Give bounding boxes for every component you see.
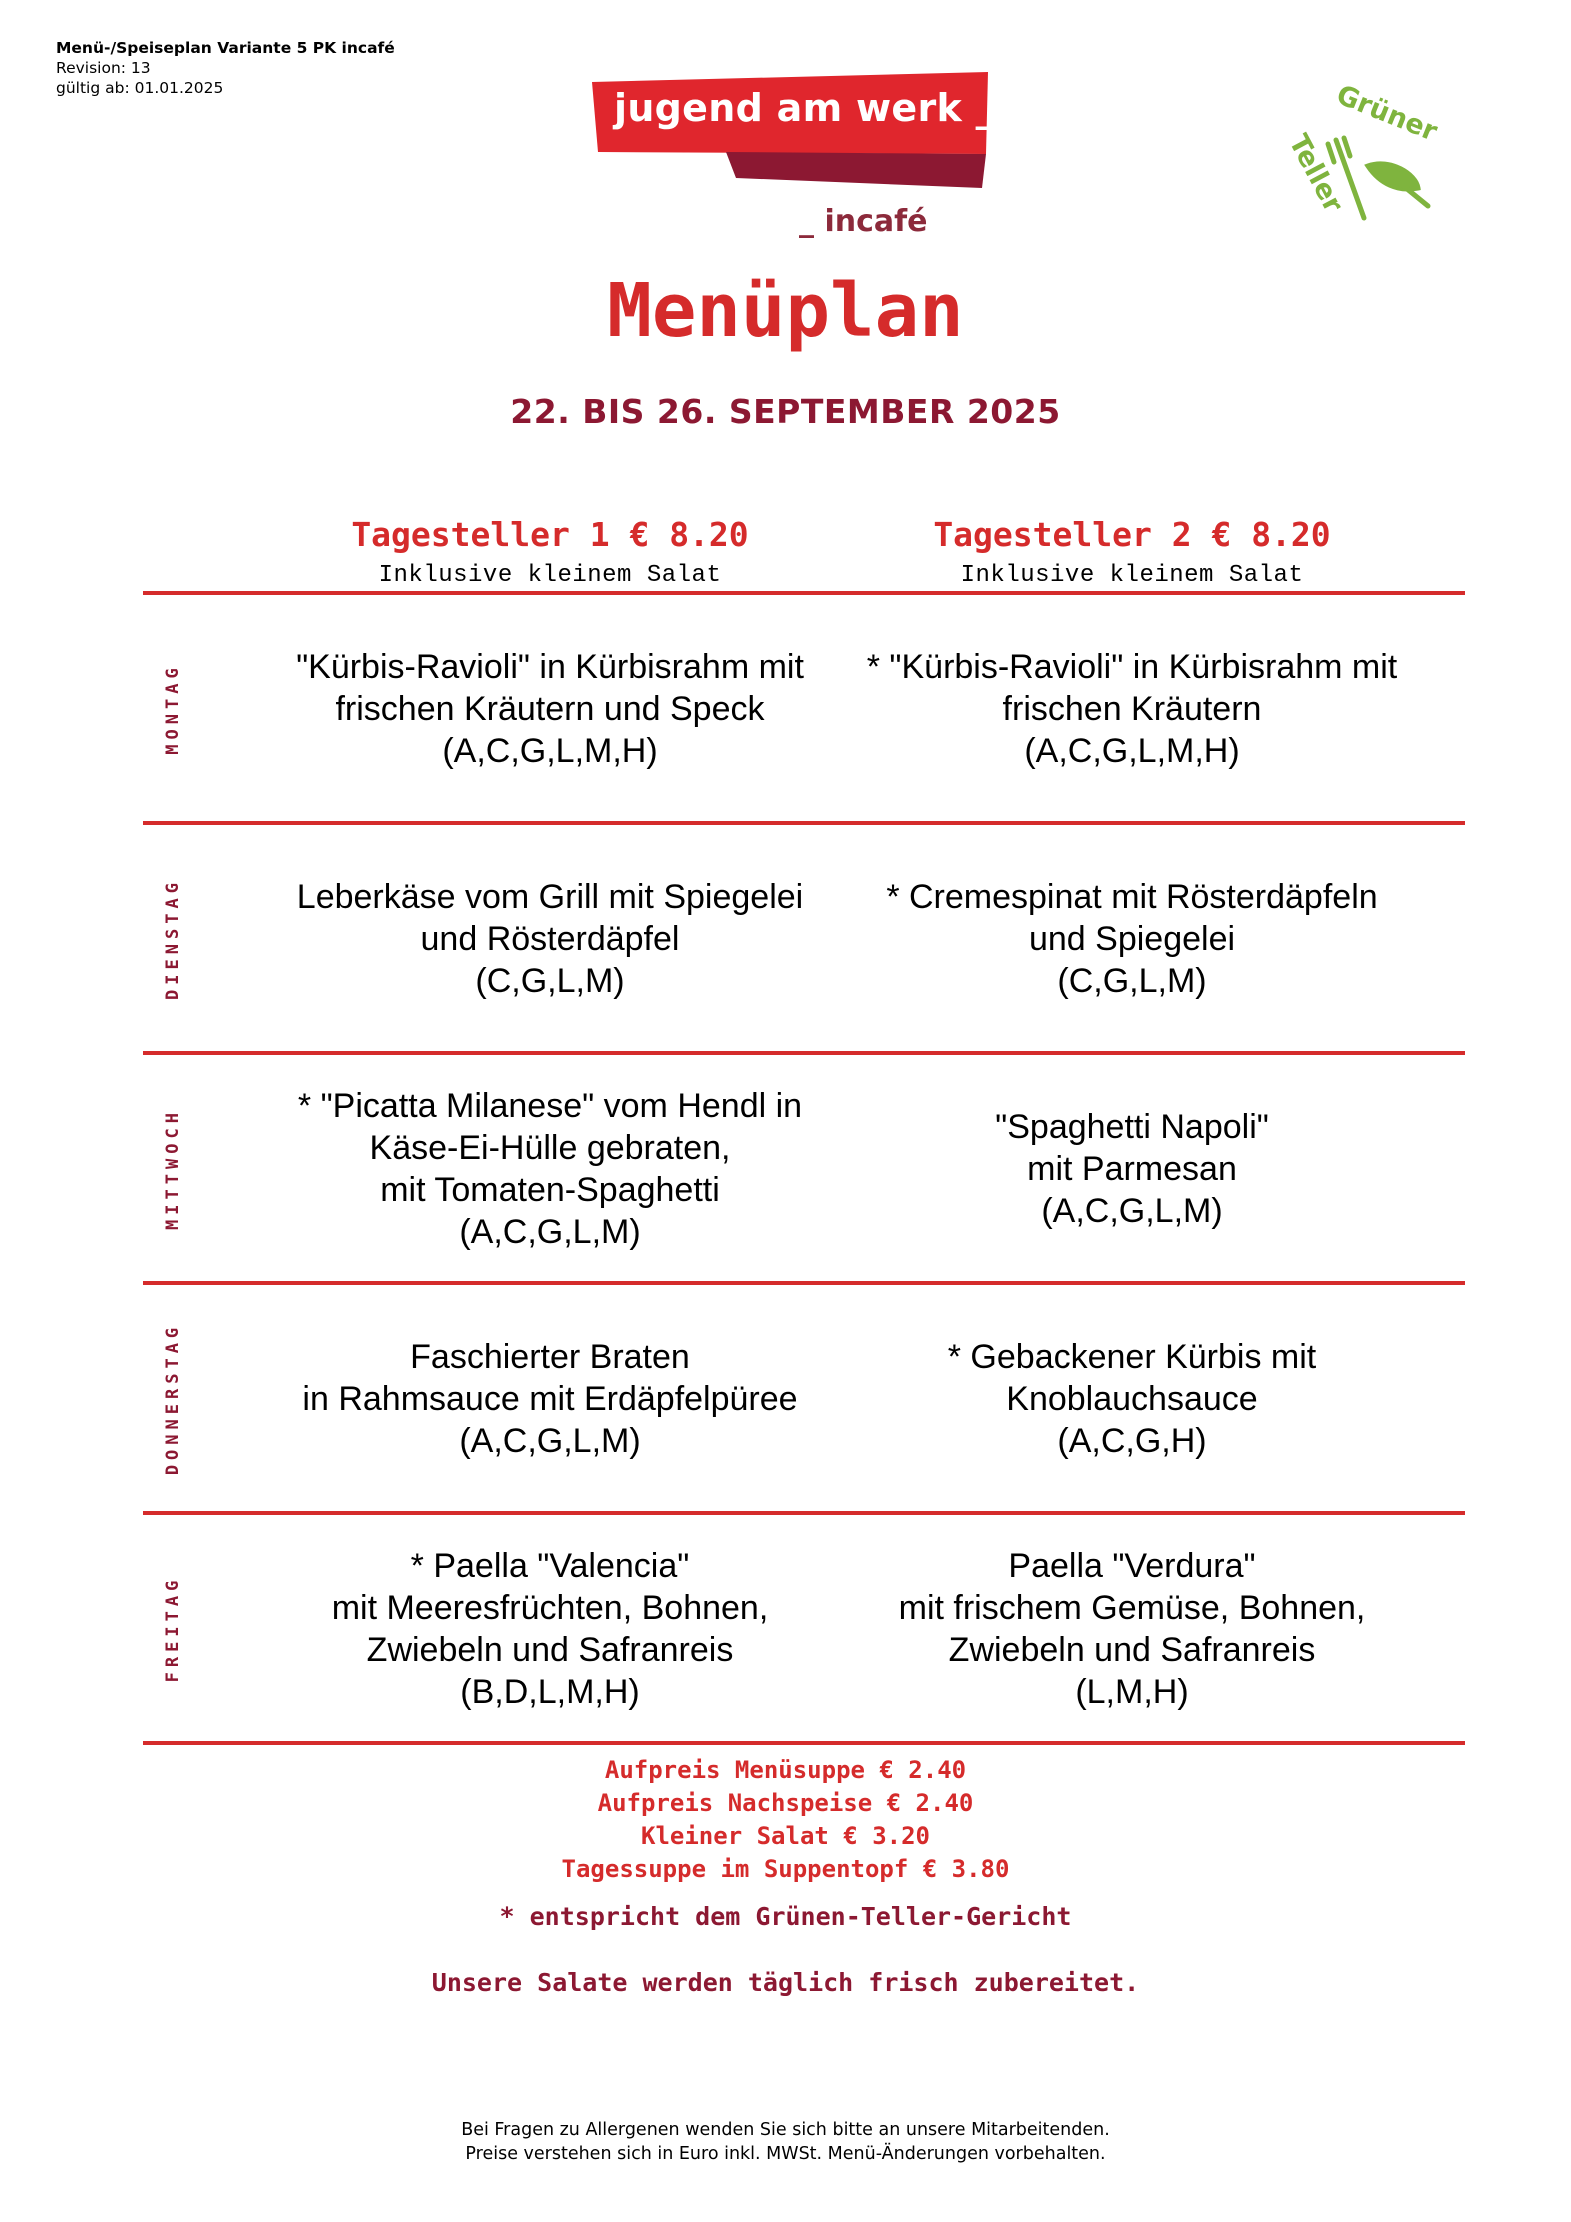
surcharge-list	[0, 1754, 1571, 1886]
dish-friday-2: Paella "Verdura" mit frischem Gemüse, Bohnen, Zwiebeln und Safranreis (L,M,H)	[898, 1547, 1366, 1711]
logo-unit-text: _ incafé	[799, 204, 928, 239]
surcharge-item: Aufpreis Nachspeise € 2.40	[597, 1789, 974, 1817]
day-label-wednesday: MITTWOCH	[163, 1108, 183, 1230]
green-plate-note: * entspricht dem Grünen-Teller-Gericht	[499, 1902, 1072, 1931]
dish-tuesday-1: Leberkäse vom Grill mit Spiegelei und Rösterdäpfel (C,G,L,M)	[296, 878, 804, 1000]
day-label-monday: MONTAG	[163, 663, 183, 755]
surcharge-item: Tagessuppe im Suppentopf € 3.80	[561, 1855, 1010, 1883]
dish-tuesday-2: * Cremespinat mit Rösterdäpfeln und Spiegelei (C,G,L,M)	[886, 878, 1378, 1000]
column-header-1	[270, 515, 830, 589]
dish-wednesday-2: "Spaghetti Napoli" mit Parmesan (A,C,G,L,M)	[995, 1108, 1269, 1230]
surcharge-item: Aufpreis Menüsuppe € 2.40	[604, 1756, 967, 1784]
footer-line-allergens: Bei Fragen zu Allergenen wenden Sie sich bitte an unsere Mitarbeitenden.	[461, 2120, 1110, 2140]
surcharge-item: Kleiner Salat € 3.20	[641, 1822, 930, 1850]
footer-note	[0, 2118, 1571, 2166]
date-range: 22. BIS 26. SEPTEMBER 2025	[510, 392, 1061, 431]
dish-monday-1: "Kürbis-Ravioli" in Kürbisrahm mit frischen Kräutern und Speck (A,C,G,L,M,H)	[296, 648, 804, 770]
meta-valid-from: gültig ab: 01.01.2025	[56, 79, 224, 97]
dish-wednesday-1: * "Picatta Milanese" vom Hendl in Käse-Ei-Hülle gebraten, mit Tomaten-Spaghetti (A,C,G,L,M)	[297, 1087, 803, 1251]
column-2-title: Tagesteller 2 € 8.20	[933, 515, 1331, 554]
document-meta	[56, 38, 395, 98]
divider-rule	[143, 591, 1465, 595]
meta-revision: Revision: 13	[56, 59, 151, 77]
column-1-subtitle: Inklusive kleinem Salat	[378, 562, 722, 589]
footer-line-prices: Preise verstehen sich in Euro inkl. MWSt. Menü-Änderungen vorbehalten.	[465, 2144, 1106, 2164]
column-2-subtitle: Inklusive kleinem Salat	[960, 562, 1304, 589]
gruener-teller-seal	[1268, 79, 1458, 238]
column-header-2	[852, 515, 1412, 589]
meta-title: Menü-/Speiseplan Variante 5 PK incafé	[56, 39, 395, 57]
seal-word-2: Teller	[1282, 129, 1349, 218]
day-label-tuesday: DIENSTAG	[163, 878, 183, 1000]
dish-friday-1: * Paella "Valencia" mit Meeresfrüchten, Bohnen, Zwiebeln und Safranreis (B,D,L,M,H)	[331, 1547, 769, 1711]
column-1-title: Tagesteller 1 € 8.20	[351, 515, 749, 554]
salad-note: Unsere Salate werden täglich frisch zubereitet.	[431, 1968, 1140, 1997]
logo-brand-text: jugend am werk _	[614, 86, 995, 130]
dish-thursday-2: * Gebackener Kürbis mit Knoblauchsauce (A,C,G,H)	[947, 1338, 1317, 1460]
page-title: Menüplan	[607, 268, 964, 354]
jugend-am-werk-logo	[586, 68, 996, 248]
day-label-thursday: DONNERSTAG	[163, 1322, 183, 1476]
seal-word-1: Grüner	[1332, 79, 1442, 148]
day-label-friday: FREITAG	[163, 1575, 183, 1683]
dish-thursday-1: Faschierter Braten in Rahmsauce mit Erdäpfelpüree (A,C,G,L,M)	[302, 1338, 798, 1460]
dish-monday-2: * "Kürbis-Ravioli" in Kürbisrahm mit frischen Kräutern (A,C,G,L,M,H)	[866, 648, 1398, 770]
